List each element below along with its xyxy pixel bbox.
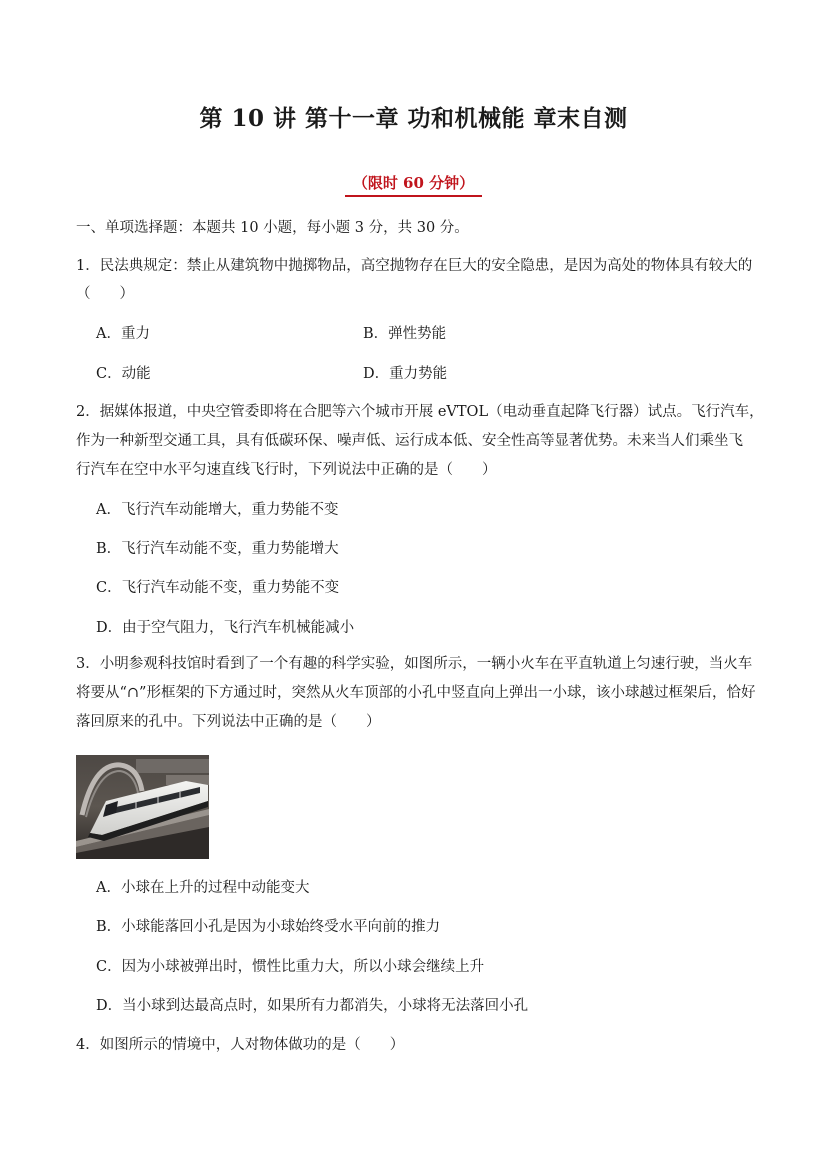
q2-stem-line1: 2．据媒体报道，中央空管委即将在合肥等六个城市开展 eVTOL（电动垂直起降飞行器）试点。飞行汽车， xyxy=(76,404,764,420)
train-model-photo xyxy=(76,755,209,859)
q1-option-a: A．重力 xyxy=(96,326,150,342)
q2-option-b: B．飞行汽车动能不变，重力势能增大 xyxy=(96,541,339,557)
q2-stem-line3: 行汽车在空中水平匀速直线飞行时，下列说法中正确的是（ ） xyxy=(76,462,497,478)
q3-option-c: C．因为小球被弹出时，惯性比重力大，所以小球会继续上升 xyxy=(96,959,485,975)
q1-stem-line1: 1．民法典规定：禁止从建筑物中抛掷物品，高空抛物存在巨大的安全隐患，是因为高处的物体具有较大的 xyxy=(76,258,753,274)
q3-option-d: D．当小球到达最高点时，如果所有力都消失，小球将无法落回小孔 xyxy=(96,998,529,1014)
q3-stem-line2: 将要从“∩”形框架的下方通过时，突然从火车顶部的小孔中竖直向上弹出一小球，该小球越过框架后，恰好 xyxy=(76,685,756,701)
q2-option-c: C．飞行汽车动能不变，重力势能不变 xyxy=(96,580,340,596)
q2-stem-line2: 作为一种新型交通工具，具有低碳环保、噪声低、运行成本低、安全性高等显著优势。未来当人们乘坐飞 xyxy=(76,433,743,449)
section-heading: 一、单项选择题：本题共 10 小题，每小题 3 分，共 30 分。 xyxy=(76,220,469,236)
q1-option-c: C．动能 xyxy=(96,366,151,382)
q3-stem-line1: 3．小明参观科技馆时看到了一个有趣的科学实验，如图所示，一辆小火车在平直轨道上匀速行驶，当火车 xyxy=(76,656,753,672)
time-limit-text: （限时 60 分钟） xyxy=(345,172,482,197)
q1-option-b: B．弹性势能 xyxy=(363,326,447,342)
q2-option-d: D．由于空气阻力，飞行汽车机械能减小 xyxy=(96,620,355,636)
time-limit xyxy=(0,172,827,197)
q3-stem-line3: 落回原来的孔中。下列说法中正确的是（ ） xyxy=(76,714,381,730)
q4-stem-line1: 4．如图所示的情境中，人对物体做功的是（ ） xyxy=(76,1037,405,1053)
q1-option-d: D．重力势能 xyxy=(363,366,448,382)
q3-option-a: A．小球在上升的过程中动能变大 xyxy=(96,880,310,896)
q2-option-a: A．飞行汽车动能增大，重力势能不变 xyxy=(96,502,339,518)
train-illustration xyxy=(76,755,209,859)
q3-option-b: B．小球能落回小孔是因为小球始终受水平向前的推力 xyxy=(96,919,441,935)
page-title: 第 10 讲 第十一章 功和机械能 章末自测 xyxy=(199,105,628,132)
q1-stem-line2: （ ） xyxy=(76,286,134,302)
